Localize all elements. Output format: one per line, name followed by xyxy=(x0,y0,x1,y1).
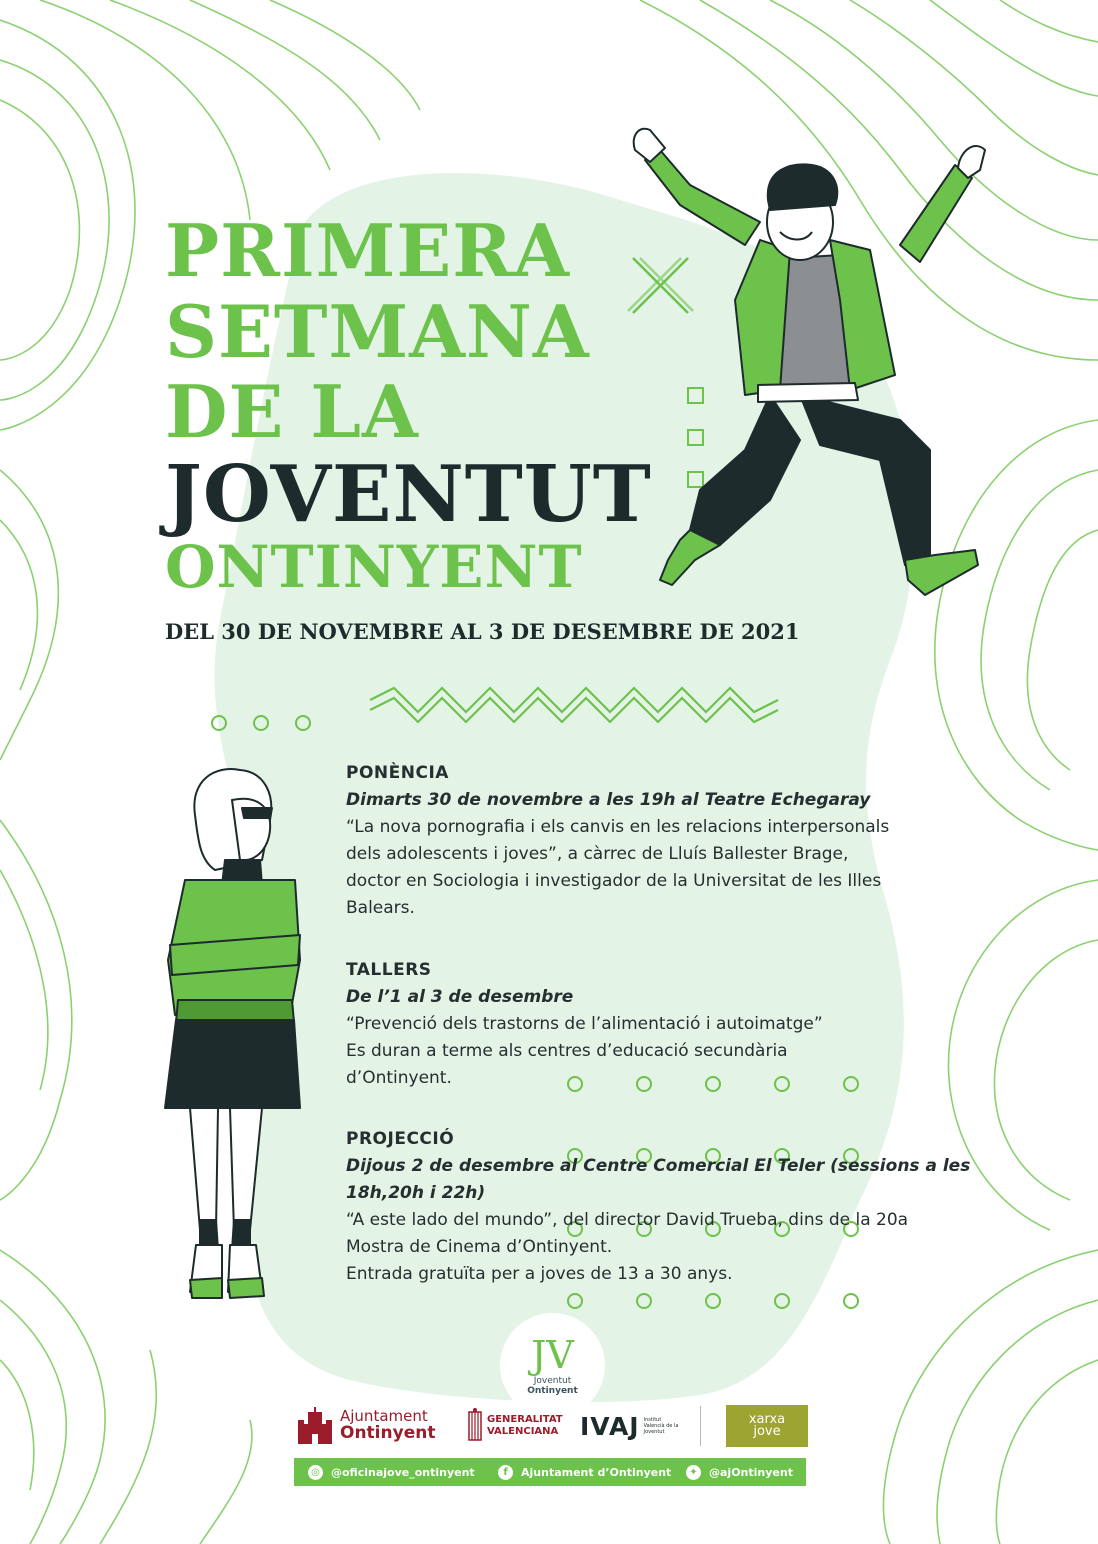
jv-mark-v: V xyxy=(546,1332,574,1377)
social-bar xyxy=(294,1458,806,1486)
section-tallers xyxy=(346,957,996,1092)
castle-icon xyxy=(296,1406,334,1446)
section-line: doctor en Sociologia i investigador de la Universitat de les Illes xyxy=(346,871,882,891)
logo-divider xyxy=(700,1406,701,1446)
section-line: Es duran a terme als centres d’educació secundària xyxy=(346,1041,788,1061)
section-line: Balears. xyxy=(346,898,415,918)
title-line-de-la: DE LA xyxy=(165,369,419,454)
section-line: “A este lado del mundo”, del director David Trueba, dins de la 20a xyxy=(346,1210,909,1230)
social-handle: @ajOntinyent xyxy=(709,1465,793,1479)
section-line: dels adolescents i joves”, a càrrec de Lluís Ballester Brage, xyxy=(346,844,849,864)
event-dates: DEL 30 DE NOVEMBRE AL 3 DE DESEMBRE DE 2021 xyxy=(165,619,800,644)
section-when: Dimarts 30 de novembre a les 19h al Teatre Echegaray xyxy=(346,790,871,810)
xarxa-jove-logo xyxy=(726,1405,808,1447)
ivaj-subtitle: Institut Valencià de la Joventut xyxy=(643,1417,679,1435)
section-heading: PONÈNCIA xyxy=(346,763,449,783)
section-heading: TALLERS xyxy=(346,960,432,980)
section-line: d’Ontinyent. xyxy=(346,1068,452,1088)
title-line-setmana: SETMANA xyxy=(165,289,590,374)
title-line-ontinyent: ONTINYENT xyxy=(165,533,583,601)
generalitat-logo xyxy=(468,1402,568,1450)
title-line-primera: PRIMERA xyxy=(165,208,570,293)
xarxa-text-b: jove xyxy=(753,1424,781,1439)
section-ponencia xyxy=(346,760,996,922)
xarxa-text-a: xarxa xyxy=(748,1412,786,1427)
section-when: Dijous 2 de desembre al Centre Comercial El Teler (sessions a les 18h,20h i 22h) xyxy=(346,1156,971,1203)
social-handle: Ajuntament d’Ontinyent xyxy=(521,1465,672,1479)
instagram-icon: ◎ xyxy=(308,1465,323,1480)
section-heading: PROJECCIÓ xyxy=(346,1129,455,1149)
social-facebook[interactable] xyxy=(498,1465,671,1480)
ajuntament-text-a: Ajuntament xyxy=(340,1407,428,1426)
section-line: Entrada gratuïta per a joves de 13 a 30 anys. xyxy=(346,1264,733,1284)
ivaj-text: IVAJ xyxy=(580,1411,640,1441)
jv-mark xyxy=(531,1332,574,1377)
logo-line-ontinyent: Ontinyent xyxy=(527,1385,578,1396)
generalitat-text-a: GENERALITAT xyxy=(487,1414,563,1425)
logo-line-joventut: Joventut xyxy=(533,1375,572,1386)
partner-logos xyxy=(296,1402,808,1450)
section-line: Mostra de Cinema d’Ontinyent. xyxy=(346,1237,613,1257)
social-instagram[interactable] xyxy=(308,1465,475,1480)
twitter-icon: ✦ xyxy=(686,1465,701,1480)
social-handle: @oficinajove_ontinyent xyxy=(331,1465,475,1479)
jv-mark-j: J xyxy=(531,1332,547,1377)
facebook-icon: f xyxy=(498,1465,513,1480)
ajuntament-text-b: Ontinyent xyxy=(340,1422,436,1443)
section-projeccio xyxy=(346,1126,996,1288)
generalitat-text-b: VALENCIANA xyxy=(487,1426,559,1437)
social-twitter[interactable] xyxy=(686,1465,793,1480)
section-line: “Prevenció dels trastorns de l’alimentació i autoimatge” xyxy=(346,1014,823,1034)
title-line-joventut: JOVENTUT xyxy=(165,449,652,540)
section-line: “La nova pornografia i els canvis en les relacions interpersonals xyxy=(346,817,890,837)
ajuntament-logo xyxy=(296,1402,446,1450)
ivaj-logo xyxy=(580,1402,685,1450)
section-when: De l’1 al 3 de desembre xyxy=(346,987,574,1007)
generalitat-shield-icon xyxy=(468,1408,482,1444)
